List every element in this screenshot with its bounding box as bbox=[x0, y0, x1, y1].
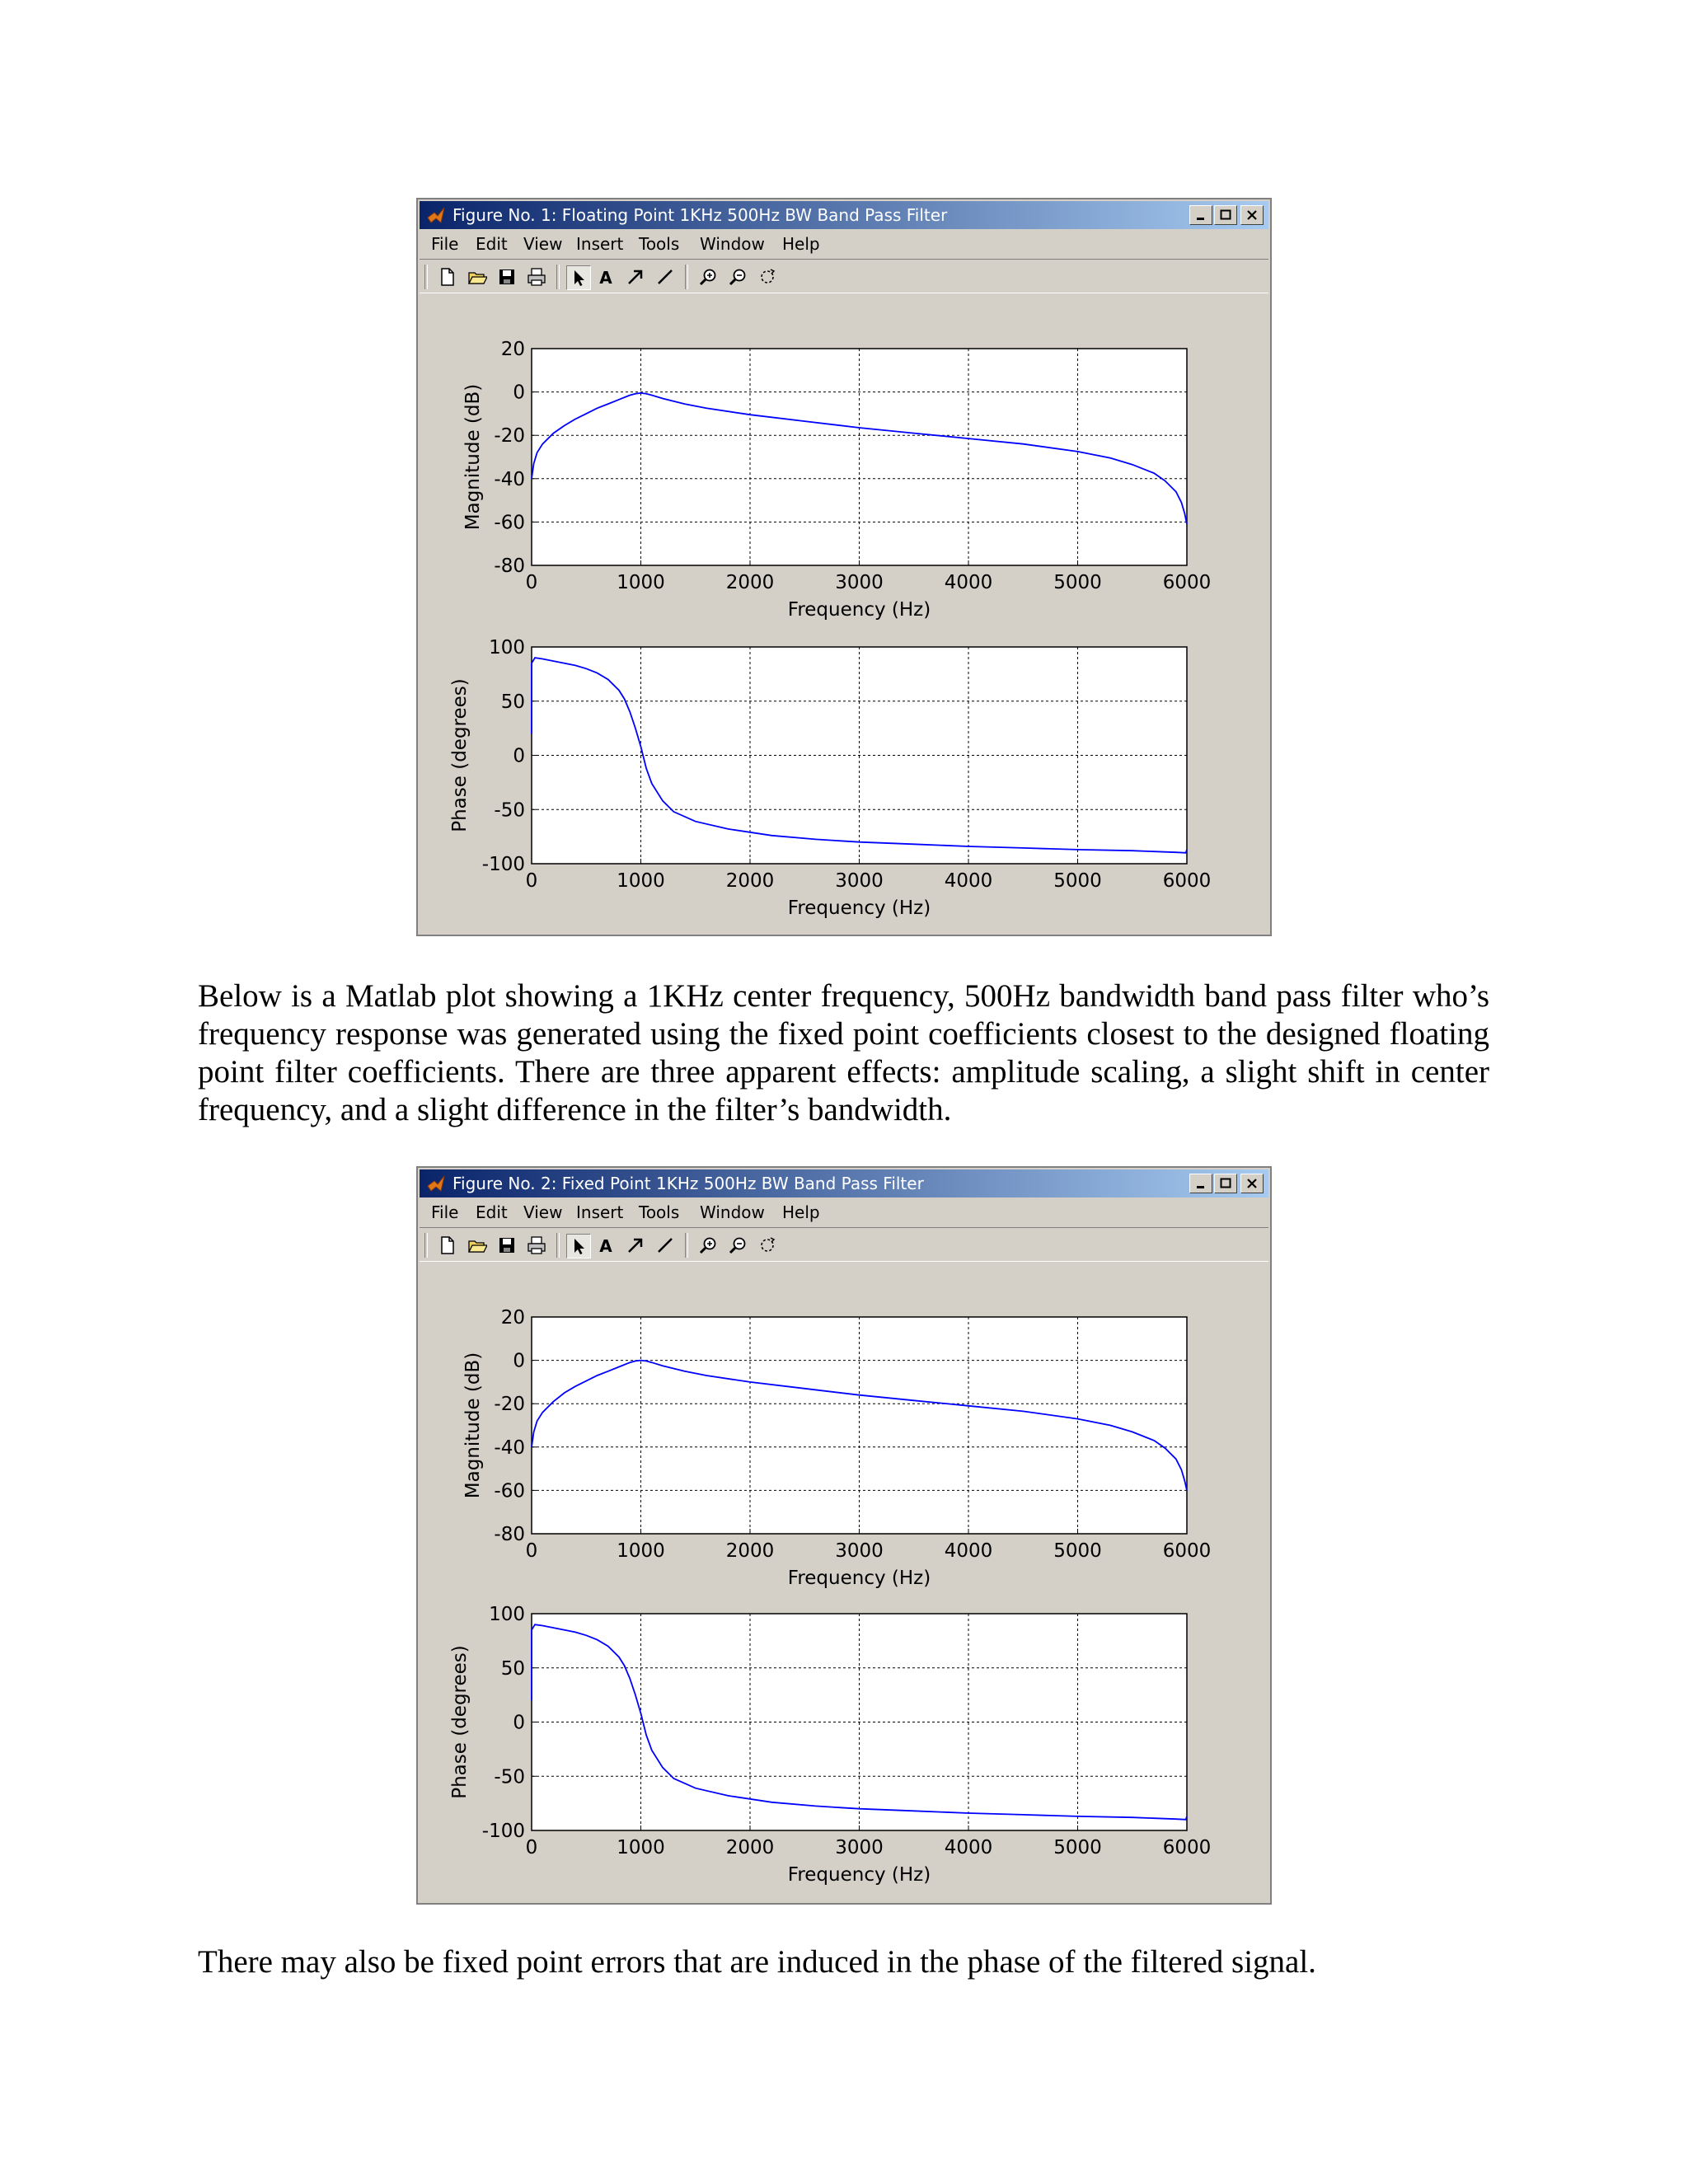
y-tick-label: -60 bbox=[494, 1480, 525, 1502]
menu-window[interactable]: Window bbox=[700, 1202, 765, 1222]
y-tick-label: -100 bbox=[481, 1821, 525, 1842]
window-title: Figure No. 2: Fixed Point 1KHz 500Hz BW Band Pass Filter bbox=[452, 1174, 924, 1193]
menu-view[interactable]: View bbox=[523, 1202, 563, 1222]
x-tick-label: 5000 bbox=[1053, 1540, 1102, 1562]
y-tick-label: -50 bbox=[494, 799, 525, 822]
y-tick-label: -80 bbox=[494, 555, 525, 577]
y-axis-label: Magnitude (dB) bbox=[462, 1352, 484, 1499]
x-tick-label: 3000 bbox=[835, 1837, 884, 1858]
menu-file[interactable]: File bbox=[431, 234, 459, 254]
y-tick-label: -60 bbox=[494, 512, 525, 534]
x-tick-label: 6000 bbox=[1162, 1837, 1212, 1858]
x-tick-label: 3000 bbox=[835, 572, 884, 593]
x-tick-label: 6000 bbox=[1162, 572, 1212, 593]
y-tick-label: 0 bbox=[513, 745, 525, 767]
x-axis-label: Frequency (Hz) bbox=[787, 1568, 931, 1589]
x-tick-label: 1000 bbox=[617, 572, 665, 593]
body-paragraph-2: There may also be fixed point errors that are induced in the phase of the filtered signal. bbox=[198, 1944, 1316, 1980]
menu-file[interactable]: File bbox=[431, 1202, 459, 1222]
y-tick-label: -100 bbox=[481, 854, 525, 875]
x-tick-label: 6000 bbox=[1162, 870, 1212, 892]
y-tick-label: -80 bbox=[494, 1524, 525, 1545]
menu-tools[interactable]: Tools bbox=[639, 234, 680, 254]
y-tick-label: -40 bbox=[494, 1436, 525, 1459]
y-tick-label: 0 bbox=[513, 1712, 525, 1734]
svg-text:A: A bbox=[599, 268, 612, 287]
y-tick-label: 20 bbox=[500, 1307, 525, 1329]
y-tick-label: -20 bbox=[494, 1394, 525, 1416]
x-tick-label: 0 bbox=[525, 1837, 538, 1858]
y-tick-label: -50 bbox=[494, 1766, 525, 1788]
y-axis-label: Phase (degrees) bbox=[449, 678, 471, 832]
x-tick-label: 3000 bbox=[835, 1540, 884, 1562]
menu-help[interactable]: Help bbox=[782, 1202, 820, 1222]
body-paragraph-1: Below is a Matlab plot showing a 1KHz center frequency, 500Hz bandwidth band pass filter who’s frequency response was generated using the fixed point coefficients closest to the designed floating point filter coefficients. There are three apparent effects: amplitude scaling, a slight shift in center frequency, and a slight difference in the filter’s bandwidth. bbox=[198, 978, 1489, 1127]
x-axis-label: Frequency (Hz) bbox=[787, 1864, 931, 1886]
menu-edit[interactable]: Edit bbox=[476, 1202, 508, 1222]
menu-tools[interactable]: Tools bbox=[639, 1202, 680, 1222]
menu-insert[interactable]: Insert bbox=[576, 234, 624, 254]
x-tick-label: 6000 bbox=[1162, 1540, 1212, 1562]
menu-view[interactable]: View bbox=[523, 234, 563, 254]
x-tick-label: 4000 bbox=[944, 1540, 993, 1562]
y-tick-label: 0 bbox=[513, 382, 525, 404]
menu-edit[interactable]: Edit bbox=[476, 234, 508, 254]
x-tick-label: 0 bbox=[525, 1540, 538, 1562]
x-tick-label: 4000 bbox=[944, 1837, 993, 1858]
menu-insert[interactable]: Insert bbox=[576, 1202, 624, 1222]
y-tick-label: 50 bbox=[500, 691, 525, 713]
menu-help[interactable]: Help bbox=[782, 234, 820, 254]
x-tick-label: 3000 bbox=[835, 870, 884, 892]
svg-text:A: A bbox=[599, 1236, 612, 1255]
y-axis-label: Phase (degrees) bbox=[449, 1645, 471, 1799]
x-tick-label: 0 bbox=[525, 870, 538, 892]
window-title: Figure No. 1: Floating Point 1KHz 500Hz BW Band Pass Filter bbox=[452, 205, 948, 225]
y-tick-label: 100 bbox=[489, 637, 525, 658]
x-tick-label: 4000 bbox=[944, 572, 993, 593]
x-tick-label: 1000 bbox=[617, 870, 665, 892]
x-tick-label: 4000 bbox=[944, 870, 993, 892]
y-tick-label: 0 bbox=[513, 1350, 525, 1372]
x-axis-label: Frequency (Hz) bbox=[787, 599, 931, 621]
x-tick-label: 0 bbox=[525, 572, 538, 593]
x-tick-label: 2000 bbox=[725, 1837, 775, 1858]
x-tick-label: 5000 bbox=[1053, 572, 1102, 593]
y-tick-label: 20 bbox=[500, 339, 525, 360]
x-tick-label: 1000 bbox=[617, 1837, 665, 1858]
x-tick-label: 2000 bbox=[725, 572, 775, 593]
x-tick-label: 5000 bbox=[1053, 870, 1102, 892]
y-tick-label: -40 bbox=[494, 468, 525, 490]
y-tick-label: -20 bbox=[494, 425, 525, 448]
x-tick-label: 5000 bbox=[1053, 1837, 1102, 1858]
x-tick-label: 1000 bbox=[617, 1540, 665, 1562]
x-axis-label: Frequency (Hz) bbox=[787, 898, 931, 919]
menu-window[interactable]: Window bbox=[700, 234, 765, 254]
y-axis-label: Magnitude (dB) bbox=[462, 383, 484, 531]
x-tick-label: 2000 bbox=[725, 1540, 775, 1562]
y-tick-label: 50 bbox=[500, 1657, 525, 1680]
y-tick-label: 100 bbox=[489, 1604, 525, 1625]
x-tick-label: 2000 bbox=[725, 870, 775, 892]
